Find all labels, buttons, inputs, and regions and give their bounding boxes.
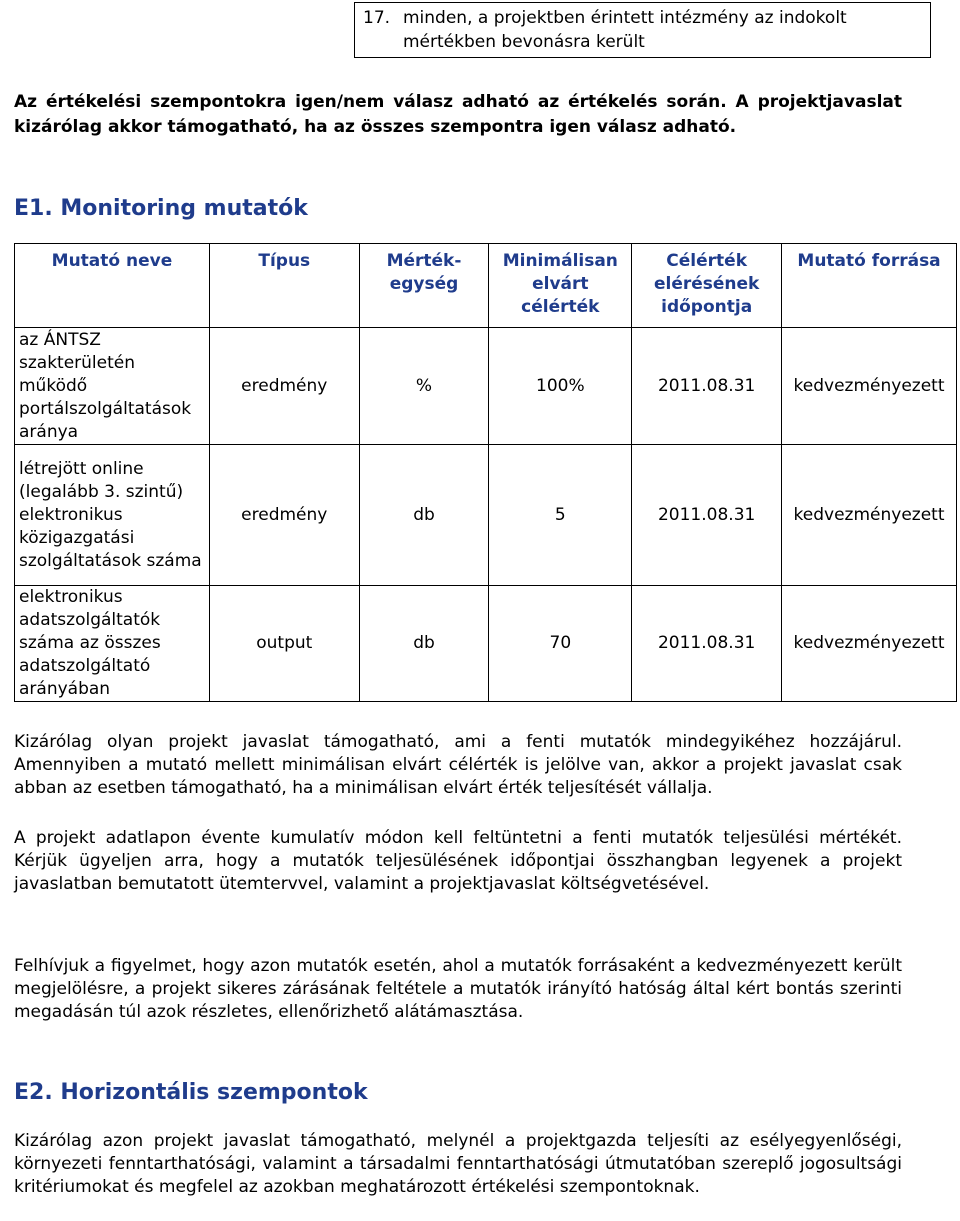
cell-min-target: 70 [489,586,632,702]
cell-unit: db [359,586,489,702]
cell-source: kedvezményezett [782,586,957,702]
header-min-target: Minimálisan elvárt célérték [489,244,632,328]
cell-indicator-name: létrejött online (legalább 3. szintű) elektronikus közigazgatási szolgáltatások száma [15,445,210,586]
table-row [15,445,957,586]
cell-min-target: 100% [489,328,632,445]
criteria-item-number: 17. [363,8,391,28]
cell-type: output [209,586,359,702]
cell-source: kedvezményezett [782,445,957,586]
cell-indicator-name: elektronikus adatszolgáltatók száma az összes adatszolgáltató arányában [15,586,210,702]
criteria-item-table [354,2,931,58]
cell-target-date: 2011.08.31 [632,328,782,445]
cell-unit: % [359,328,489,445]
header-indicator-name: Mutató neve [15,244,210,328]
paragraph-horizontal-criteria: Kizárólag azon projekt javaslat támogatható, melynél a projektgazda teljesíti az esélyegyenlőségi, környezeti fenntarthatósági, valamint a társadalmi fenntarthatósági útmutatóban szereplő jogosultsági kritériumokat és megfelel az azokban meghatározott értékelési szempontoknak. [14,1131,902,1197]
paragraph-notice: Felhívjuk a figyelmet, hogy azon mutatók esetén, ahol a mutatók forrásaként a kedvezményezett került megjelölésre, a projekt sikeres zárásának feltétele a mutatók irányító hatóság által kért bontás szerinti megadásán túl azok részletes, ellenőrizhető alátámasztása. [14,956,902,1022]
cell-type: eredmény [209,445,359,586]
criteria-item-text-line2: mértékben bevonásra került [403,32,645,52]
monitoring-indicators-table [14,243,957,702]
header-source: Mutató forrása [782,244,957,328]
header-type: Típus [209,244,359,328]
section-heading-e1: E1. Monitoring mutatók [14,196,308,221]
header-unit: Mérték-egység [359,244,489,328]
paragraph-support-condition: Kizárólag olyan projekt javaslat támogatható, ami a fenti mutatók mindegyikéhez hozzájárul. Amennyiben a mutató mellett minimálisan elvárt célérték is jelölve van, akkor a projekt javaslat csak abban az esetben támogatható, ha a minimálisan elvárt érték teljesítését vállalja. [14,732,902,798]
intro-paragraph: Az értékelési szempontokra igen/nem válasz adható az értékelés során. A projektjavaslat kizárólag akkor támogatható, ha az összes szempontra igen válasz adható. [14,92,902,137]
header-target-date: Célérték elérésének időpontja [632,244,782,328]
paragraph-reporting: A projekt adatlapon évente kumulatív módon kell feltüntetni a fenti mutatók teljesülési mértékét. Kérjük ügyeljen arra, hogy a mutatók teljesülésének időpontjai összhangban legyenek a projekt javaslatban bemutatott ütemtervvel, valamint a projektjavaslat költségvetésével. [14,828,902,894]
section-heading-e2: E2. Horizontális szempontok [14,1080,368,1105]
table-header-row [15,244,957,328]
cell-type: eredmény [209,328,359,445]
cell-min-target: 5 [489,445,632,586]
criteria-item-text-line1: minden, a projektben érintett intézmény az indokolt [403,8,847,28]
cell-source: kedvezményezett [782,328,957,445]
cell-unit: db [359,445,489,586]
table-row [15,328,957,445]
table-row [15,586,957,702]
criteria-item-17 [355,3,931,58]
cell-target-date: 2011.08.31 [632,445,782,586]
cell-target-date: 2011.08.31 [632,586,782,702]
cell-indicator-name: az ÁNTSZ szakterületén működő portálszolgáltatások aránya [15,328,210,445]
